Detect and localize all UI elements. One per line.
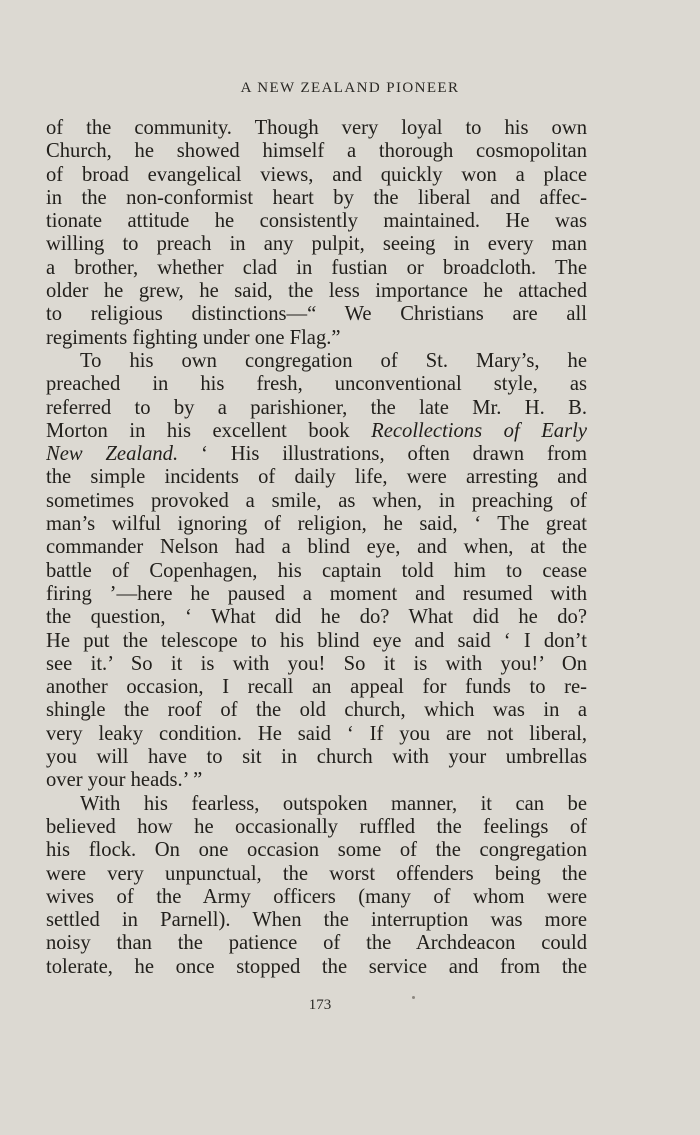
text-line-roman: to religious distinctions—“ We Christians are all [46, 303, 587, 326]
text-line [46, 723, 587, 746]
text-line [46, 210, 587, 233]
text-line-roman: over your heads.’ ” [46, 769, 203, 792]
running-head: A NEW ZEALAND PIONEER [240, 80, 460, 96]
text-line-roman: the simple incidents of daily life, were arresting and [46, 466, 587, 489]
page-number: 173 [308, 997, 332, 1013]
text-line-roman: his flock. On one occasion some of the congregation [46, 839, 587, 862]
text-line [46, 746, 587, 769]
text-line [46, 513, 587, 536]
text-line-roman: of the community. Though very loyal to his own [46, 117, 587, 139]
text-line-roman: you will have to sit in church with your umbrellas [46, 746, 587, 769]
text-line [46, 443, 587, 466]
paper-speck [412, 996, 415, 999]
text-line [46, 490, 587, 513]
text-line-roman: very leaky condition. He said ‘ If you are not liberal, [46, 722, 587, 745]
text-line [46, 536, 587, 559]
text-line-roman: willing to preach in any pulpit, seeing in every man [46, 233, 587, 256]
text-line [46, 327, 587, 350]
text-line [46, 373, 587, 396]
text-line-roman: wives of the Army officers (many of whom were [46, 885, 587, 908]
text-line [46, 117, 587, 140]
text-line [46, 816, 587, 839]
text-line-roman: of broad evangelical views, and quickly won a place [46, 163, 587, 186]
text-line-roman: settled in Parnell). When the interruption was more [46, 909, 587, 932]
text-line-roman: believed how he occasionally ruffled the feelings of [46, 815, 587, 838]
text-line [46, 909, 587, 932]
text-line [46, 257, 587, 280]
text-line-roman: commander Nelson had a blind eye, and when, at the [46, 536, 587, 559]
text-line-roman: man’s wilful ignoring of religion, he said, ‘ The great [46, 513, 587, 536]
text-line [46, 303, 587, 326]
text-line-roman: Church, he showed himself a thorough cosmopolitan [46, 140, 587, 163]
text-line-roman: He put the telescope to his blind eye and said ‘ I don’t [46, 629, 587, 652]
text-line [46, 793, 587, 816]
book-title-italic: Recollections of Early [371, 419, 587, 442]
text-line [46, 560, 587, 583]
text-line [46, 420, 587, 443]
text-line [46, 583, 587, 606]
text-line [46, 140, 587, 163]
text-line-roman: see it.’ So it is with you! So it is with you!’ On [46, 652, 587, 675]
text-line [46, 932, 587, 955]
text-line [46, 397, 587, 420]
text-line [46, 653, 587, 676]
text-line-roman: referred to by a parishioner, the late Mr. H. B. [46, 396, 587, 419]
book-title-italic: New Zealand. [46, 443, 179, 466]
text-line-roman: preached in his fresh, unconventional style, as [46, 373, 587, 396]
text-line-roman: With his fearless, outspoken manner, it can be [80, 792, 587, 815]
text-line [46, 630, 587, 653]
text-line [46, 280, 587, 303]
text-line [46, 886, 587, 909]
text-line-roman: in the non-conformist heart by the liberal and affec- [46, 186, 587, 209]
text-line-roman: battle of Copenhagen, his captain told him to cease [46, 559, 587, 582]
text-line [46, 606, 587, 629]
text-line [46, 956, 587, 979]
body-text [46, 117, 587, 979]
text-line-roman: shingle the roof of the old church, which was in a [46, 699, 587, 722]
text-line-roman: sometimes provoked a smile, as when, in preaching of [46, 489, 587, 512]
text-line-roman: a brother, whether clad in fustian or broadcloth. The [46, 256, 587, 279]
text-line-roman: firing ’—here he paused a moment and resumed with [46, 582, 587, 605]
text-line-roman: older he grew, he said, the less importance he attached [46, 280, 587, 303]
text-line-roman: ‘ His illustrations, often drawn from [178, 443, 587, 466]
text-line-roman: regiments fighting under one Flag.” [46, 326, 341, 349]
text-line [46, 350, 587, 373]
text-line-roman: the question, ‘ What did he do? What did he do? [46, 606, 587, 629]
text-line-roman: To his own congregation of St. Mary’s, he [80, 349, 587, 372]
text-line-roman: tolerate, he once stopped the service and from the [46, 955, 587, 978]
text-line-roman: Morton in his excellent book [46, 419, 372, 442]
text-line [46, 187, 587, 210]
text-line [46, 466, 587, 489]
text-line [46, 769, 587, 792]
text-line [46, 233, 587, 256]
text-line [46, 676, 587, 699]
text-line-roman: were very unpunctual, the worst offenders being the [46, 862, 587, 885]
text-line [46, 863, 587, 886]
text-line-roman: noisy than the patience of the Archdeacon could [46, 932, 587, 955]
text-line [46, 164, 587, 187]
text-line-roman: another occasion, I recall an appeal for funds to re- [46, 676, 587, 699]
text-line-roman: tionate attitude he consistently maintained. He was [46, 210, 587, 233]
text-line [46, 839, 587, 862]
text-line [46, 699, 587, 722]
